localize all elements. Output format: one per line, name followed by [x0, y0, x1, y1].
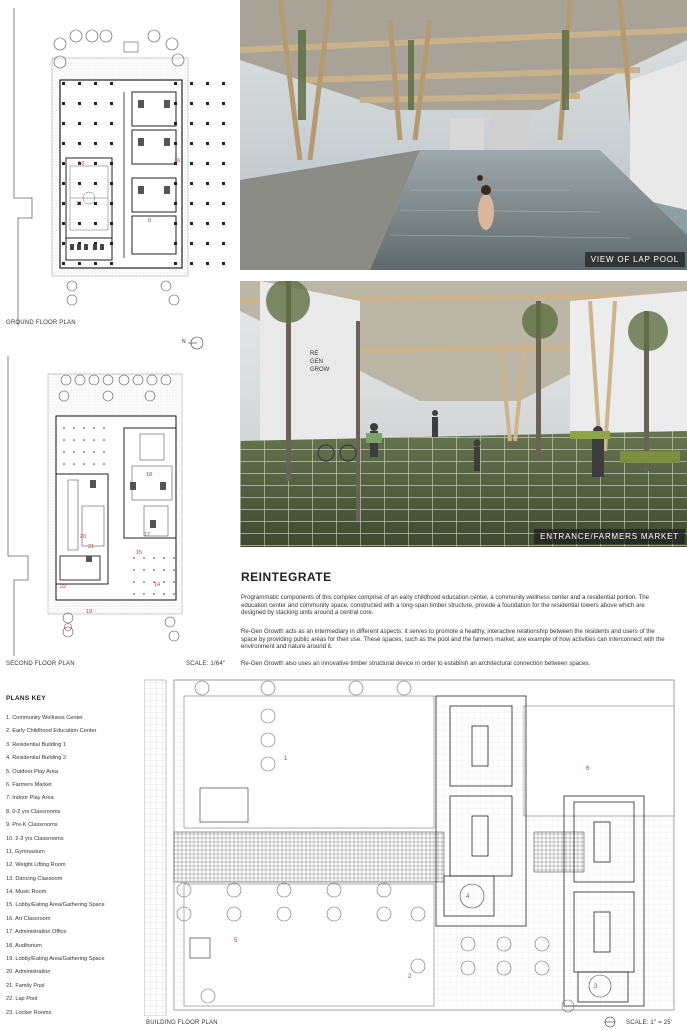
list-item: 13. Dancing Classoom — [6, 875, 63, 882]
compass-icon — [604, 1016, 616, 1028]
list-item: 17. Administration Office — [6, 929, 67, 936]
description-paragraph: Re-Gen Growth acts as an intermediary in different aspects; it serves to promote a healthy, interactive relationship between the residents and users of the space by providing public areas for their use. These spaces, such as the pool and the farmers market, are example of how activities can interconnect with the environment and nature around it. — [241, 628, 665, 651]
list-item: 22. Lap Pool — [6, 996, 38, 1003]
list-item: 23. Locker Rooms — [6, 1009, 52, 1016]
list-item: 16. Art Classroom — [6, 915, 51, 922]
list-item: 14. Music Room — [6, 889, 47, 896]
ground-floor-plan-label: GROUND FLOOR PLAN — [6, 320, 76, 326]
list-item: 8. 0-2 yrs Classrooms — [6, 808, 61, 815]
list-item: 9. Pre-K Classrooms — [6, 822, 58, 829]
building-floor-plan-label: BUILDING FLOOR PLAN — [146, 1020, 218, 1026]
list-item: 6. Farmers Market — [6, 781, 52, 788]
second-room-number: 15 — [136, 550, 143, 556]
list-item: 18. Auditorium — [6, 942, 42, 949]
list-item: 21. Family Pool — [6, 982, 45, 989]
ground-room-number: 16 — [174, 158, 181, 164]
second-floor-plan — [4, 356, 234, 656]
list-item: 7. Indoor Play Area — [6, 795, 54, 802]
second-floor-plan-label: SECOND FLOOR PLAN — [6, 661, 75, 667]
building-area-number: 1 — [284, 756, 288, 762]
building-floor-plan-scale: SCALE: 1" = 25' — [626, 1020, 673, 1026]
list-item: 11. Gymnasium — [6, 848, 45, 855]
list-item: 10. 2-3 yrs Classrooms — [6, 835, 64, 842]
list-item: 20. Administration — [6, 969, 51, 976]
lap-pool-render — [240, 0, 687, 270]
north-label: N — [182, 339, 186, 345]
list-item: 12. Weight Lifting Room — [6, 862, 66, 869]
plans-key-title: PLANS KEY — [6, 695, 46, 702]
section-title: REINTEGRATE — [241, 570, 332, 584]
building-area-number: 2 — [408, 974, 412, 980]
farmers-market-caption: ENTRANCE/FARMERS MARKET — [534, 529, 685, 544]
list-item: 2. Early Childhood Education Center — [6, 728, 97, 735]
sign-text: GROW — [310, 367, 330, 373]
description-paragraph: Re-Gen Growth also uses an innovative timber structural device in order to establish an architectural connection between spaces. — [241, 660, 591, 667]
list-item: 1. Community Wellness Center — [6, 715, 83, 721]
sign-text: RE — [310, 351, 319, 357]
building-area-number: 5 — [234, 938, 238, 944]
second-room-number: 21 — [88, 544, 95, 550]
farmers-market-render — [240, 281, 687, 547]
ground-floor-plan — [4, 8, 234, 326]
second-room-number: 14 — [154, 582, 161, 588]
list-item: 5. Outdoor Play Area — [6, 768, 58, 775]
building-area-number: 4 — [466, 894, 470, 900]
description-paragraph: Programmatic components of this complex comprise of an early childhood education center, a community wellness center and a residential portion. The education center and community space, constructed with a long-span timber structure, provide a foundation for the residential towers above which are designed by stacking units around a central core. — [241, 594, 650, 617]
sign-text: GEN — [310, 359, 324, 365]
building-area-number: 6 — [586, 766, 590, 772]
second-room-number: 22 — [60, 584, 67, 590]
second-room-number: 17 — [144, 532, 151, 538]
list-item: 3. Residential Building 1 — [6, 741, 67, 748]
building-floor-plan — [144, 676, 684, 1016]
list-item: 15. Lobby/Eating Area/Gathering Space — [6, 902, 105, 909]
list-item: 4. Residential Building 2 — [6, 755, 67, 762]
ground-room-number: 11 — [76, 201, 82, 207]
second-floor-plan-scale: SCALE: 1/64" — [186, 661, 226, 667]
list-item: 19. Lobby/Eating Area/Gathering Space — [6, 956, 105, 963]
lap-pool-caption: VIEW OF LAP POOL — [585, 252, 685, 267]
ground-room-number: 8 — [148, 218, 152, 224]
north-arrow — [182, 334, 204, 352]
second-room-number: 20 — [80, 534, 87, 540]
second-room-number: 19 — [86, 609, 93, 615]
plans-key-list — [6, 712, 105, 1020]
second-room-number: 18 — [146, 472, 153, 478]
ground-room-number: 13 — [78, 161, 85, 167]
building-area-number: 3 — [594, 984, 598, 990]
